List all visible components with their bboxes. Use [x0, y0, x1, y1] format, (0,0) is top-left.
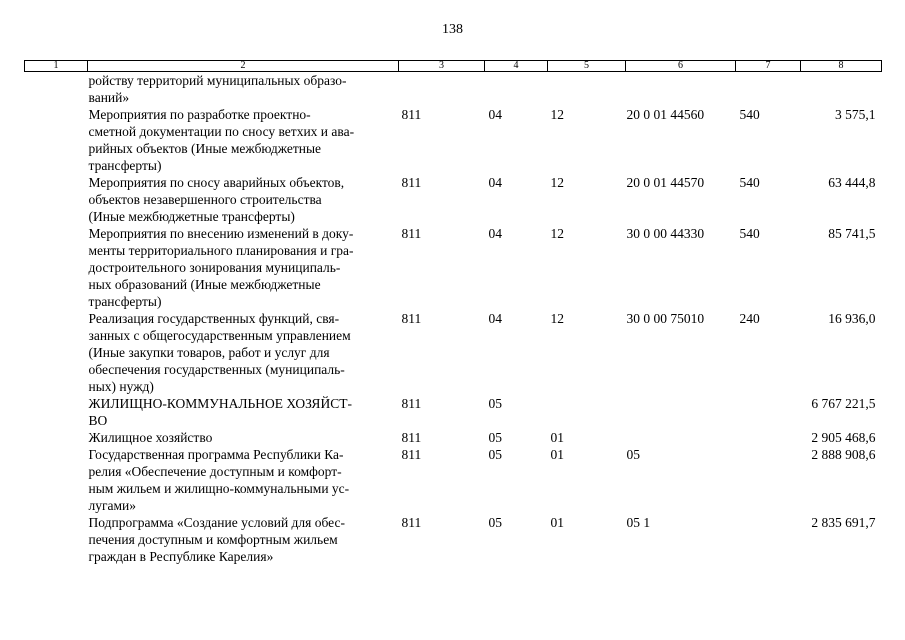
- cell-admin-code: 811: [401, 515, 422, 530]
- cell-subsection: 12: [550, 175, 564, 190]
- cell-expense-type: [736, 514, 801, 565]
- cell-expense-type: [736, 429, 801, 446]
- header-col-6: 6: [626, 61, 736, 72]
- cell-amount: [801, 72, 882, 107]
- cell-admin-code: 811: [401, 396, 422, 411]
- cell-amount: 63 444,8: [828, 175, 876, 190]
- header-col-5: 5: [548, 61, 626, 72]
- cell-expense-type: [736, 395, 801, 429]
- cell-col-1: [25, 174, 88, 225]
- cell-admin-code: 811: [401, 107, 422, 122]
- cell-target-article: 20 0 01 44570: [626, 175, 705, 190]
- cell-target-article: [626, 72, 736, 107]
- cell-section: 05: [488, 396, 502, 411]
- cell-target-article: 05: [626, 447, 640, 462]
- cell-col-1: [25, 225, 88, 310]
- table-row: [25, 106, 882, 174]
- cell-admin-code: 811: [401, 226, 422, 241]
- cell-amount: 85 741,5: [828, 226, 876, 241]
- table-row: [25, 514, 882, 565]
- cell-target-article: 30 0 00 75010: [626, 311, 705, 326]
- cell-target-article: [626, 395, 736, 429]
- header-col-3: 3: [399, 61, 485, 72]
- cell-admin-code: [399, 72, 485, 107]
- cell-section: 05: [488, 447, 502, 462]
- cell-admin-code: 811: [401, 447, 422, 462]
- cell-item-name: Жилищное хозяйство: [88, 430, 213, 445]
- cell-col-1: [25, 514, 88, 565]
- cell-amount: 16 936,0: [828, 311, 876, 326]
- cell-subsection: 12: [550, 107, 564, 122]
- cell-section: 04: [488, 226, 502, 241]
- cell-col-1: [25, 446, 88, 514]
- cell-target-article: [626, 429, 736, 446]
- table-header-row: [25, 61, 882, 72]
- cell-expense-type: [736, 72, 801, 107]
- header-col-8: 8: [801, 61, 882, 72]
- cell-amount: 6 767 221,5: [811, 396, 876, 411]
- table-row: [25, 446, 882, 514]
- cell-item-name: Подпрограмма «Создание условий для обес- печения доступным и комфортным жильем граждан в Республике Карелия»: [88, 515, 345, 564]
- cell-amount: 2 835 691,7: [811, 515, 876, 530]
- cell-expense-type: 540: [739, 226, 760, 241]
- cell-subsection: 01: [550, 447, 564, 462]
- cell-subsection: 01: [550, 515, 564, 530]
- table-row: [25, 310, 882, 395]
- header-col-4: 4: [485, 61, 548, 72]
- cell-expense-type: 540: [739, 107, 760, 122]
- cell-item-name: Мероприятия по внесению изменений в доку- менты территориального планирования и гра- достроительного зонирования муниципаль- ных образований (Иные межбюджетные трансферты): [88, 226, 354, 309]
- cell-subsection: 12: [550, 226, 564, 241]
- cell-expense-type: [736, 446, 801, 514]
- budget-table: [24, 60, 882, 565]
- cell-amount: 2 905 468,6: [811, 430, 876, 445]
- cell-section: 05: [488, 430, 502, 445]
- cell-section: [485, 72, 548, 107]
- cell-section: 04: [488, 107, 502, 122]
- table-row: [25, 395, 882, 429]
- cell-item-name: ЖИЛИЩНО-КОММУНАЛЬНОЕ ХОЗЯЙСТ- ВО: [88, 396, 352, 428]
- cell-subsection: [548, 72, 626, 107]
- cell-col-1: [25, 429, 88, 446]
- cell-item-name: Мероприятия по разработке проектно- сметной документации по сносу ветхих и ава- рийных объектов (Иные межбюджетные трансферты): [88, 107, 355, 173]
- cell-item-name: Государственная программа Республики Ка- релия «Обеспечение доступным и комфорт- ным жильем и жилищно-коммунальными ус- лугами»: [88, 447, 350, 513]
- cell-admin-code: 811: [401, 175, 422, 190]
- cell-section: 05: [488, 515, 502, 530]
- table-row: [25, 72, 882, 107]
- table-body: [25, 72, 882, 566]
- cell-admin-code: 811: [401, 311, 422, 326]
- cell-expense-type: 540: [739, 175, 760, 190]
- cell-item-name: Реализация государственных функций, свя- занных с общегосударственным управлением (Иные закупки товаров, работ и услуг для обеспечения государственных (муниципаль- ных) нужд): [88, 311, 351, 394]
- cell-target-article: 05 1: [626, 515, 651, 530]
- cell-section: 04: [488, 311, 502, 326]
- cell-target-article: 20 0 01 44560: [626, 107, 705, 122]
- cell-subsection: 12: [550, 311, 564, 326]
- table-row: [25, 225, 882, 310]
- header-col-2: 2: [88, 61, 399, 72]
- cell-target-article: 30 0 00 44330: [626, 226, 705, 241]
- table-row: [25, 174, 882, 225]
- cell-amount: 3 575,1: [835, 107, 876, 122]
- cell-item-name: ройству территорий муниципальных образо- ваний»: [88, 73, 347, 105]
- header-col-1: 1: [25, 61, 88, 72]
- cell-item-name: Мероприятия по сносу аварийных объектов, объектов незавершенного строительства (Иные межбюджетные трансферты): [88, 175, 345, 224]
- cell-col-1: [25, 72, 88, 107]
- page-number: 138: [442, 22, 463, 37]
- cell-col-1: [25, 395, 88, 429]
- table-row: [25, 429, 882, 446]
- cell-col-1: [25, 106, 88, 174]
- cell-col-1: [25, 310, 88, 395]
- cell-subsection: 01: [550, 430, 564, 445]
- cell-subsection: [548, 395, 626, 429]
- header-col-7: 7: [736, 61, 801, 72]
- cell-expense-type: 240: [739, 311, 760, 326]
- cell-admin-code: 811: [401, 430, 422, 445]
- cell-section: 04: [488, 175, 502, 190]
- cell-amount: 2 888 908,6: [811, 447, 876, 462]
